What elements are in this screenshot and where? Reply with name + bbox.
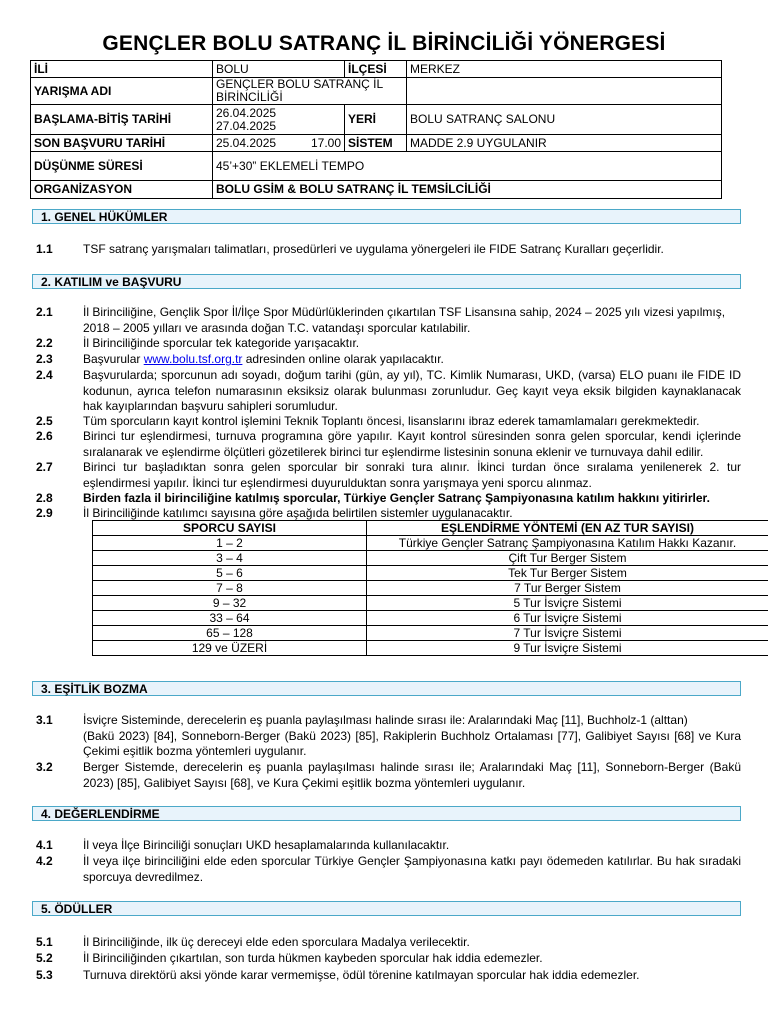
item-text: İl veya ilçe birinciliğini elde eden sporcular Türkiye Gençler Şampiyonasına katkı payı ödemeden katılırlar. Bu hak sıradaki sporcuya devredilmez. xyxy=(83,854,741,884)
section-heading-general: 1. GENEL HÜKÜMLER xyxy=(32,209,741,224)
table-row xyxy=(93,581,768,596)
table-row xyxy=(93,626,768,641)
basvuru-date: 25.04.2025 xyxy=(216,135,277,150)
table-row xyxy=(93,551,768,566)
table-row xyxy=(93,611,768,626)
item-text: Tüm sporcuların kayıt kontrol işlemini Teknik Toplantı öncesi, lisanslarını ibraz ederek tamamlamaları gerekmektedir. xyxy=(83,414,700,428)
basvuru-time: 17.00 xyxy=(310,135,341,150)
item-number: 2.5 xyxy=(36,414,53,428)
item-text-post: adresinden online olarak yapılacaktır. xyxy=(242,352,444,366)
section-heading-tiebreak: 3. EŞİTLİK BOZMA xyxy=(32,681,741,696)
basvuru-label: SON BAŞVURU TARİHİ xyxy=(31,135,213,152)
item-text: Başvurularda; sporcunun adı soyadı, doğum tarihi (gün, ay yıl), TC. Kimlik Numarası, UKD, (varsa) ELO puanı ile FIDE ID kodunun, ayrıca telefon numarasının eksiksiz olarak bulunması zorunludur. Geç kayıt veya eksik bilgiden kaynaklanacak hak kayıplarından başvuru sahipleri sorumludur. xyxy=(83,368,741,413)
item-number: 2.4 xyxy=(36,368,53,382)
section-heading-evaluation: 4. DEĞERLENDİRME xyxy=(32,806,741,821)
item-number: 2.8 xyxy=(36,491,53,505)
pairing-count: 129 ve ÜZERİ xyxy=(93,641,367,656)
tarih-end: 27.04.2025 xyxy=(216,118,277,133)
pairing-method: Çift Tur Berger Sistem xyxy=(367,551,768,566)
item-number: 2.2 xyxy=(36,336,53,350)
basvuru-value xyxy=(213,135,345,152)
yeri-label: YERİ xyxy=(345,105,407,135)
item-text: Birden fazla il birinciliğine katılmış sporcular, Türkiye Gençler Satranç Şampiyonasına katılım hakkını yitirirler. xyxy=(83,491,710,505)
pairing-count: 7 – 8 xyxy=(93,581,367,596)
table-row xyxy=(93,641,768,656)
yeri-value: BOLU SATRANÇ SALONU xyxy=(407,105,722,135)
pairing-count: 9 – 32 xyxy=(93,596,367,611)
item-text: Turnuva direktörü aksi yönde karar vermemişse, ödül törenine katılmayan sporcular hak iddia edemezler. xyxy=(83,968,640,982)
document-title: GENÇLER BOLU SATRANÇ İL BİRİNCİLİĞİ YÖNERGESİ xyxy=(102,32,666,55)
item-text xyxy=(83,713,741,760)
item-text: İl veya İlçe Birinciliği sonuçları UKD hesaplamalarında kullanılacaktır. xyxy=(83,838,450,852)
item-text: Berger Sistemde, derecelerin eş puanla paylaşılması halinde sırası ile; Aralarındaki Maç [11], Sonneborn-Berger (Bakü 2023) [85], Galibiyet Sayısı [68], ve Kura Çekimi eşitlik bozma yöntemleri uygulanır. xyxy=(83,760,741,790)
item-number: 2.1 xyxy=(36,305,53,319)
pairing-header-row xyxy=(93,521,768,536)
item-number: 5.1 xyxy=(36,935,53,949)
item-text-line: 2018 – 2005 yılları ve arasında doğan T.C. vatandaşı sporcular katılabilir. xyxy=(83,320,471,335)
table-row xyxy=(93,596,768,611)
dusunme-value: 45’+30” EKLEMELİ TEMPO xyxy=(213,152,722,181)
pairing-count: 1 – 2 xyxy=(93,536,367,551)
yarisma-value: GENÇLER BOLU SATRANÇ İL BİRİNCİLİĞİ xyxy=(213,78,407,105)
yarisma-empty xyxy=(407,78,722,105)
item-text: Birinci tur başladıktan sonra gelen sporcular bir sonraki tura alınır. İkinci turdan önce sıralama yenilenerek 2. tur eşlendirmesi yapılır. İkinci tur eşlendirmesi duyurulduktan sonra yarışmaya yeni sporcu alınmaz. xyxy=(83,460,741,490)
ilce-value: MERKEZ xyxy=(407,61,722,78)
table-row xyxy=(93,566,768,581)
tarih-value xyxy=(213,105,345,135)
pairing-count: 33 – 64 xyxy=(93,611,367,626)
item-text: İl Birinciliğinde katılımcı sayısına göre aşağıda belirtilen sistemler uygulanacaktır. xyxy=(83,506,513,520)
pairing-count: 65 – 128 xyxy=(93,626,367,641)
item-number: 2.7 xyxy=(36,460,53,474)
yarisma-label: YARIŞMA ADI xyxy=(31,78,213,105)
item-text xyxy=(83,352,741,368)
pairing-method: 9 Tur İsviçre Sistemi xyxy=(367,641,768,656)
org-label: ORGANİZASYON xyxy=(31,181,213,199)
info-table xyxy=(30,60,722,199)
item-number: 5.3 xyxy=(36,968,53,982)
tarih-label: BAŞLAMA-BİTİŞ TARİHİ xyxy=(31,105,213,135)
item-number: 3.1 xyxy=(36,713,53,727)
item-text-line: İl Birinciliğine, Gençlik Spor İl/İlçe Spor Müdürlüklerinden çıkartılan TSF Lisansına sahip, 2024 – 2025 yılı vizesi yapılmış, xyxy=(83,305,726,319)
pairing-count: 5 – 6 xyxy=(93,566,367,581)
item-number: 1.1 xyxy=(36,242,53,256)
section-heading-awards: 5. ÖDÜLLER xyxy=(32,901,741,916)
item-text: İl Birinciliğinden çıkartılan, son turda hükmen kaybeden sporcular hak iddia edemezler. xyxy=(83,951,543,965)
sistem-value: MADDE 2.9 UYGULANIR xyxy=(407,135,722,152)
item-number: 4.1 xyxy=(36,838,53,852)
sistem-label: SİSTEM xyxy=(345,135,407,152)
il-value: BOLU xyxy=(213,61,345,78)
item-number: 4.2 xyxy=(36,854,53,868)
item-text-line: (Bakü 2023) [84], Sonneborn-Berger (Bakü 2023) [85], Rakiplerin Buchholz Ortalaması [77], Galibiyet Sayısı [68] ve Kura Çekimi eşitlik bozma yöntemleri uygulanır. xyxy=(83,728,741,758)
item-text: Birinci tur eşlendirmesi, turnuva programına göre yapılır. Kayıt kontrol süresinden sonra gelen sporcular, kendi içlerinde sıralanarak ve eşlendirme ölçütleri gözetilerek birinci tur eşlendirme listesinin sonuna eklenir ve turnuvaya dahil edilir. xyxy=(83,429,741,459)
pairing-method: 7 Tur İsviçre Sistemi xyxy=(367,626,768,641)
pairing-header-count: SPORCU SAYISI xyxy=(93,521,367,536)
section-heading-participation: 2. KATILIM ve BAŞVURU xyxy=(32,274,741,289)
ilce-label: İLÇESİ xyxy=(345,61,407,78)
item-text: İl Birinciliğinde, ilk üç dereceyi elde eden sporculara Madalya verilecektir. xyxy=(83,935,470,949)
bolu-tsf-link[interactable]: www.bolu.tsf.org.tr xyxy=(143,352,243,366)
pairing-method: 6 Tur İsviçre Sistemi xyxy=(367,611,768,626)
item-number: 2.9 xyxy=(36,506,53,520)
pairing-method: Türkiye Gençler Satranç Şampiyonasına Katılım Hakkı Kazanır. xyxy=(367,536,768,551)
item-text xyxy=(83,305,741,336)
item-number: 2.3 xyxy=(36,352,53,366)
item-number: 5.2 xyxy=(36,951,53,965)
pairing-method: 5 Tur İsviçre Sistemi xyxy=(367,596,768,611)
pairing-count: 3 – 4 xyxy=(93,551,367,566)
item-text-line: İsviçre Sisteminde, derecelerin eş puanla paylaşılması halinde sırası ile: Aralarındaki Maç [11], Buchholz-1 (alttan) xyxy=(83,713,688,727)
item-text-pre: Başvurular xyxy=(83,352,144,366)
pairing-header-method: EŞLENDİRME YÖNTEMİ (EN AZ TUR SAYISI) xyxy=(367,521,768,536)
item-text: TSF satranç yarışmaları talimatları, prosedürleri ve uygulama yönergeleri ile FIDE Satranç Kuralları geçerlidir. xyxy=(83,242,664,256)
tarih-start: 26.04.2025 xyxy=(216,105,277,120)
item-text: İl Birinciliğinde sporcular tek kategoride yarışacaktır. xyxy=(83,336,360,350)
item-number: 3.2 xyxy=(36,760,53,774)
table-row xyxy=(93,536,768,551)
pairing-table xyxy=(92,520,768,656)
il-label: İLİ xyxy=(31,61,213,78)
pairing-method: 7 Tur Berger Sistem xyxy=(367,581,768,596)
item-number: 2.6 xyxy=(36,429,53,443)
dusunme-label: DÜŞÜNME SÜRESİ xyxy=(31,152,213,181)
org-value: BOLU GSİM & BOLU SATRANÇ İL TEMSİLCİLİĞİ xyxy=(213,181,722,199)
pairing-method: Tek Tur Berger Sistem xyxy=(367,566,768,581)
